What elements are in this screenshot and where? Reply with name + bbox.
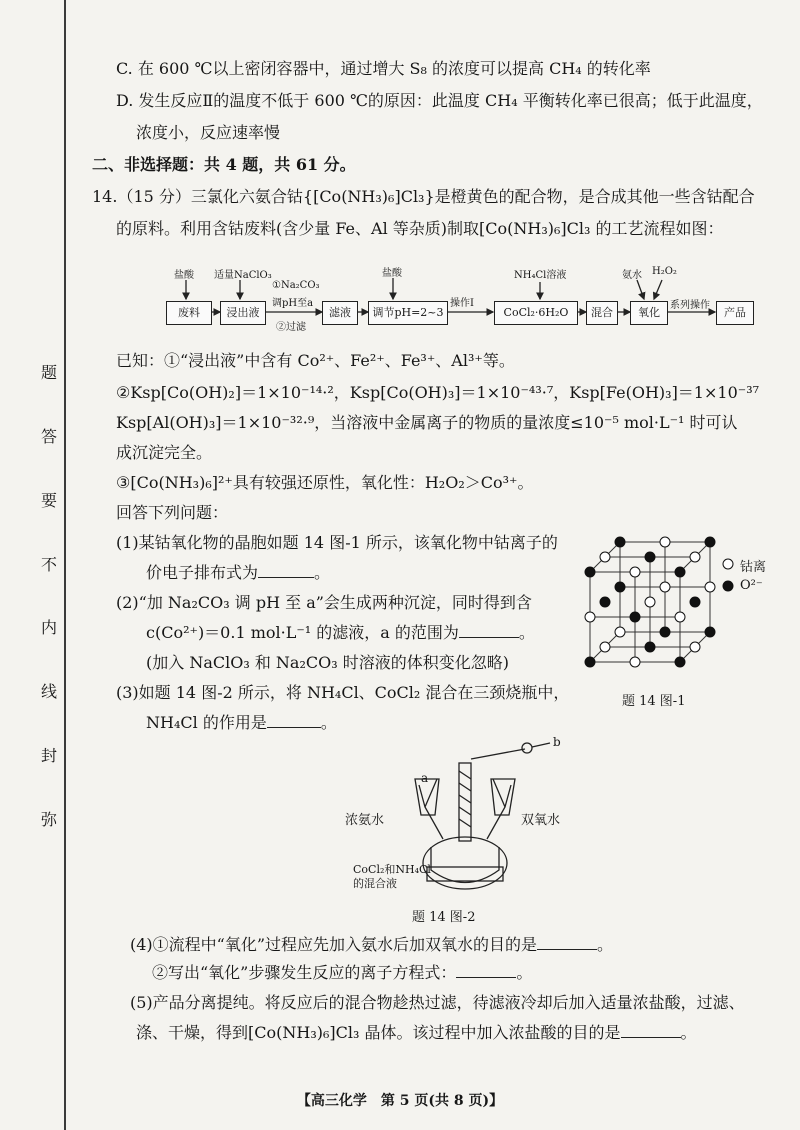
known-1: 已知：①“浸出液”中含有 Co²⁺、Fe²⁺、Fe³⁺、Al³⁺等。 xyxy=(116,351,515,370)
option-d: D. 发生反应Ⅱ的温度不低于 600 ℃的原因：此温度 CH₄ 平衡转化率已很高；低于此温度， xyxy=(116,91,763,110)
q2-line1: (2)“加 Na₂CO₃ 调 pH 至 a”会生成两种沉淀，同时得到含 xyxy=(116,593,532,612)
seal-char: 要 xyxy=(40,490,57,510)
legend-cobalt: 钴离 xyxy=(740,560,767,575)
known-2: ②Ksp[Co(OH)₂]＝1×10⁻¹⁴·²，Ksp[Co(OH)₃]＝1×10⁻⁴³·⁷，Ksp[Fe(OH)₃]＝1×10⁻³⁷ xyxy=(116,383,760,402)
seal-char: 封 xyxy=(40,746,57,766)
period: 。 xyxy=(320,713,337,732)
figure-crystal-cell xyxy=(580,532,780,682)
known-3: ③[Co(NH₃)₆]²⁺具有较强还原性，氧化性：H₂O₂＞Co³⁺。 xyxy=(116,473,534,492)
box-adjust-ph: 调节pH=2~3 xyxy=(368,301,448,325)
q3-text: NH₄Cl 的作用是 xyxy=(146,713,267,732)
process-flowchart xyxy=(160,258,780,348)
answer-blank-1[interactable] xyxy=(258,563,314,578)
seal-char: 不 xyxy=(40,554,57,574)
answer-blank-5[interactable] xyxy=(456,963,516,978)
period: 。 xyxy=(518,623,535,642)
period: 。 xyxy=(680,1023,697,1042)
q1-line2 xyxy=(146,562,330,584)
label-mixture-2: 的混合液 xyxy=(353,877,397,890)
q3-line1: (3)如题 14 图-2 所示，将 NH₄Cl、CoCl₂ 混合在三颈烧瓶中， xyxy=(116,683,570,702)
q4b-text: ②写出“氧化”步骤发生反应的离子方程式： xyxy=(152,963,457,982)
seal-char: 弥 xyxy=(40,809,57,829)
q3-line2 xyxy=(146,712,337,734)
seal-char: 题 xyxy=(40,363,57,382)
section-heading: 二、非选择题：共 4 题，共 61 分。 xyxy=(92,155,356,174)
known-2-cont: Ksp[Al(OH)₃]＝1×10⁻³²·⁹，当溶液中金属离子的物质的量浓度≤10⁻⁵ mol·L⁻¹ 时可认 xyxy=(116,413,738,432)
q4-line1 xyxy=(130,934,613,956)
q2-line2 xyxy=(146,622,535,644)
q1-line1: (1)某钴氧化物的晶胞如题 14 图-1 所示，该氧化物中钴离子的 xyxy=(116,533,558,552)
q14-stem-cont: 的原料。利用含钴废料(含少量 Fe、Al 等杂质)制取[Co(NH₃)₆]Cl₃ 的工艺流程如图： xyxy=(116,219,724,238)
step-na2co3: ①Na₂CO₃ xyxy=(272,280,320,291)
seal-line-notice xyxy=(36,360,62,830)
seal-char: 线 xyxy=(40,682,57,702)
q1-text: 价电子排布式为 xyxy=(146,563,259,582)
period: 。 xyxy=(516,963,533,982)
known-2-end: 成沉淀完全。 xyxy=(116,443,213,462)
legend-oxide: O²⁻ xyxy=(740,578,763,593)
label-ammonia: 浓氨水 xyxy=(345,813,385,828)
box-cocl2: CoCl₂·6H₂O xyxy=(494,301,578,325)
period: 。 xyxy=(597,935,614,954)
reagent-hcl-2: 盐酸 xyxy=(382,268,402,279)
step-ph: 调pH至a xyxy=(272,298,314,309)
reagent-h2o2: H₂O₂ xyxy=(652,266,677,277)
series-operation: 系列操作 xyxy=(670,300,710,311)
answer-prompt: 回答下列问题： xyxy=(116,503,229,522)
q4-text: (4)①流程中“氧化”过程应先加入氨水后加双氧水的目的是 xyxy=(130,935,538,954)
q14-stem: 14.（15 分）三氯化六氨合钴{[Co(NH₃)₆]Cl₃}是橙黄色的配合物，是合成其他一些含钴配合 xyxy=(92,187,755,206)
answer-blank-4[interactable] xyxy=(537,935,597,950)
box-filtrate: 滤液 xyxy=(322,301,358,325)
q2-text: c(Co²⁺)＝0.1 mol·L⁻¹ 的滤液，a 的范围为 xyxy=(146,623,459,642)
box-oxidize: 氧化 xyxy=(630,301,668,325)
period: 。 xyxy=(314,563,331,582)
box-leachate: 浸出液 xyxy=(220,301,266,325)
reagent-nh4cl: NH₄Cl溶液 xyxy=(514,270,567,281)
label-b: b xyxy=(553,735,561,749)
figure-apparatus xyxy=(345,735,585,895)
page-footer: 【高三化学 第 5 页(共 8 页)】 xyxy=(296,1093,504,1109)
label-a: a xyxy=(421,771,429,785)
reagent-naclo3: 适量NaClO₃ xyxy=(214,270,272,281)
operation-1: 操作Ⅰ xyxy=(450,298,474,309)
option-c: C. 在 600 ℃以上密闭容器中，通过增大 S₈ 的浓度可以提高 CH₄ 的转化率 xyxy=(116,59,651,78)
box-waste: 废料 xyxy=(166,301,212,325)
figure2-caption: 题 14 图-2 xyxy=(412,910,476,925)
reagent-hcl: 盐酸 xyxy=(174,270,194,281)
answer-blank-6[interactable] xyxy=(621,1023,681,1038)
q2-note: (加入 NaClO₃ 和 Na₂CO₃ 时溶液的体积变化忽略) xyxy=(146,653,509,672)
binding-margin-line xyxy=(64,0,66,1130)
q5-text: 涤、干燥，得到[Co(NH₃)₆]Cl₃ 晶体。该过程中加入浓盐酸的目的是 xyxy=(136,1023,621,1042)
seal-char: 内 xyxy=(40,618,57,638)
step-filter: ②过滤 xyxy=(276,322,306,333)
q4-line2 xyxy=(152,962,532,984)
reagent-ammonia: 氨水 xyxy=(622,270,642,281)
seal-char: 答 xyxy=(40,426,57,446)
answer-blank-3[interactable] xyxy=(267,713,321,728)
option-d-cont: 浓度小，反应速率慢 xyxy=(136,123,281,142)
label-peroxide: 双氧水 xyxy=(521,813,561,828)
box-product: 产品 xyxy=(716,301,754,325)
box-mix: 混合 xyxy=(586,301,618,325)
label-mixture-1: CoCl₂和NH₄Cl xyxy=(353,863,431,876)
q5-line2 xyxy=(136,1022,697,1044)
figure1-caption: 题 14 图-1 xyxy=(622,694,686,709)
crystal-svg xyxy=(580,532,780,682)
answer-blank-2[interactable] xyxy=(459,623,519,638)
q5-line1: (5)产品分离提纯。将反应后的混合物趁热过滤，待滤液冷却后加入适量浓盐酸，过滤、 xyxy=(130,993,745,1012)
